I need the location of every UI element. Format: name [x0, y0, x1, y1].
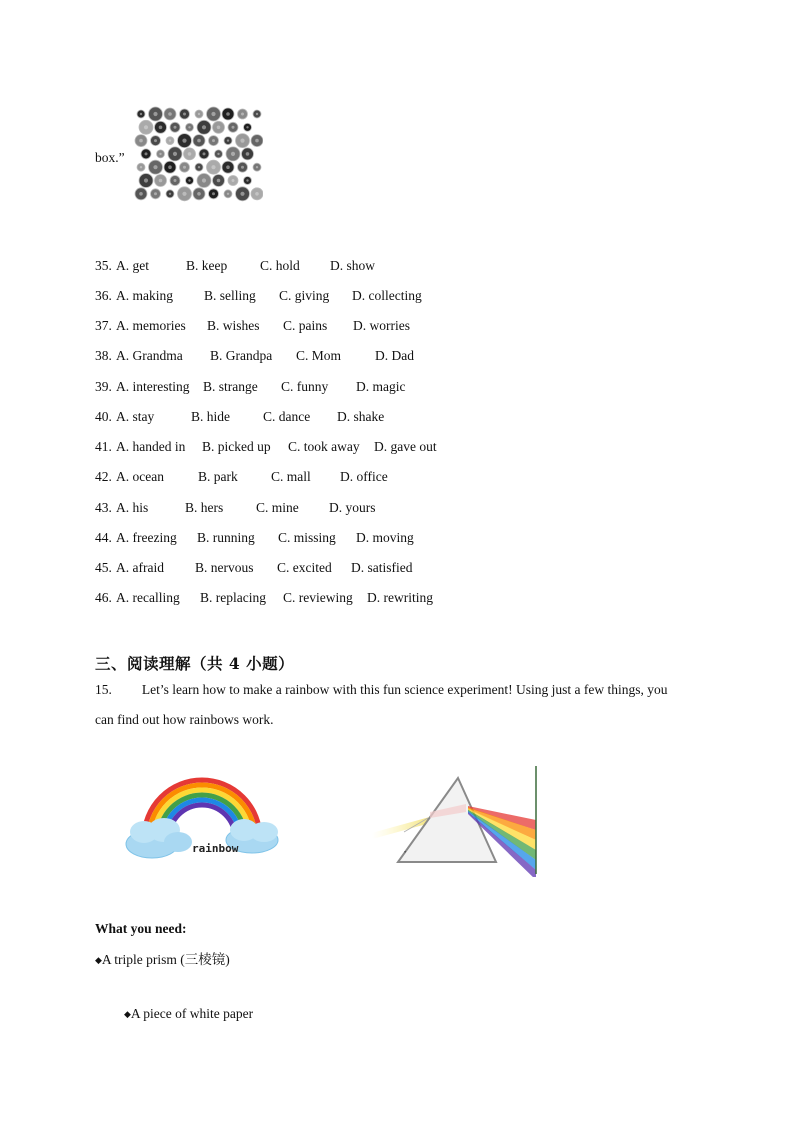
answer-option: A. memories [116, 318, 186, 333]
button-hole [197, 139, 201, 143]
answer-option: D. shake [337, 409, 385, 424]
prism-diagram [368, 762, 543, 877]
button-hole [198, 113, 200, 115]
answer-option: B. strange [203, 379, 258, 394]
answer-option: A. freezing [116, 530, 177, 545]
cloud-left [126, 818, 192, 858]
needs-title: What you need: [95, 921, 187, 936]
need-item-prism [95, 952, 230, 968]
answer-option: D. satisfied [351, 560, 413, 575]
button-hole [217, 179, 221, 183]
answer-option: A. afraid [116, 560, 164, 575]
question-number: 38. [95, 348, 112, 363]
button-hole [183, 166, 186, 169]
button-hole [144, 125, 148, 129]
button-hole [227, 139, 229, 141]
answer-option: B. keep [186, 258, 228, 273]
buttons-photo [133, 106, 263, 202]
button-hole [256, 166, 258, 168]
button-hole [154, 139, 157, 142]
button-hole [168, 165, 172, 169]
answer-option: C. dance [263, 409, 311, 424]
answer-option: D. Dad [375, 348, 414, 363]
button-hole [212, 192, 215, 195]
button-hole [217, 126, 221, 130]
intro-tail-text: box.” [95, 150, 125, 165]
button-hole [145, 152, 148, 155]
need-item-text: A triple prism (三棱镜) [101, 952, 230, 967]
answer-option: C. mine [256, 500, 299, 515]
answer-option: D. magic [356, 379, 406, 394]
button-hole [140, 113, 142, 115]
button-hole [198, 166, 200, 168]
answer-option: A. ocean [116, 469, 164, 484]
button-hole [246, 152, 250, 156]
question-number: 39. [95, 379, 112, 394]
question-number: 46. [95, 590, 112, 605]
answer-option: B. hers [185, 500, 224, 515]
button-hole [168, 112, 172, 116]
passage-line-1: Let’s learn how to make a rainbow with this fun science experiment! Using just a few things, you [141, 682, 668, 697]
question-number: 37. [95, 318, 112, 333]
button-hole [231, 152, 235, 156]
answer-option: B. Grandpa [210, 348, 273, 363]
question-number: 36. [95, 288, 112, 303]
answer-option: B. picked up [202, 439, 271, 454]
question-number: 41. [95, 439, 112, 454]
rainbow-label: rainbow [192, 842, 239, 855]
answer-option: D. office [340, 469, 388, 484]
answer-option: B. park [198, 469, 238, 484]
button-hole [212, 139, 215, 142]
answer-option: B. running [197, 530, 255, 545]
answer-option: C. excited [277, 560, 332, 575]
answer-option: B. replacing [200, 590, 266, 605]
bullet-icon: ◆ [124, 1009, 131, 1019]
answer-option: A. making [116, 288, 173, 303]
answer-option: C. mall [271, 469, 311, 484]
button-hole [240, 139, 244, 143]
button-hole [197, 192, 201, 196]
answer-option: C. hold [260, 258, 300, 273]
answer-option: D. moving [356, 530, 414, 545]
answer-option: B. nervous [195, 560, 254, 575]
question-number: 42. [95, 469, 112, 484]
button-hole [173, 152, 177, 156]
answer-option: A. get [116, 258, 149, 273]
answer-option: D. yours [329, 500, 376, 515]
answer-option: D. gave out [374, 439, 437, 454]
button-hole [188, 126, 190, 128]
answer-option: B. hide [191, 409, 230, 424]
button-hole [182, 139, 186, 143]
need-item-text: A piece of white paper [130, 1006, 254, 1021]
button-hole [203, 152, 206, 155]
prism-dot-mark: • [404, 850, 407, 856]
answer-option: C. pains [283, 318, 328, 333]
button-hole [188, 179, 190, 181]
answer-option: A. recalling [116, 590, 180, 605]
button-hole [211, 112, 215, 116]
question-number: 43. [95, 500, 112, 515]
question-number: 44. [95, 530, 112, 545]
button-hole [256, 113, 258, 115]
button-hole [153, 112, 157, 116]
button-hole [246, 126, 248, 128]
button-hole [246, 179, 248, 181]
answer-option: C. took away [288, 439, 360, 454]
answer-option: A. Grandma [116, 348, 183, 363]
passage-line-2: can find out how rainbows work. [95, 712, 274, 727]
button-hole [217, 153, 219, 155]
bullet-icon: ◆ [95, 955, 102, 965]
passage-number: 15. [95, 682, 112, 697]
answer-option: C. reviewing [283, 590, 353, 605]
answer-option: A. interesting [116, 379, 190, 394]
button-hole [183, 113, 186, 116]
button-hole [153, 165, 157, 169]
question-number: 45. [95, 560, 112, 575]
question-number: 40. [95, 409, 112, 424]
button-hole [174, 179, 177, 182]
answer-option: D. rewriting [367, 590, 433, 605]
button-hole [202, 125, 206, 129]
passage [95, 675, 715, 735]
button-hole [232, 179, 235, 182]
button-hole [174, 126, 177, 129]
button-hole [232, 126, 235, 129]
button-hole [226, 112, 230, 116]
button-hole [159, 153, 161, 155]
button-hole [188, 152, 192, 156]
button-hole [159, 126, 163, 130]
answer-option: A. stay [116, 409, 155, 424]
answer-option: A. his [116, 500, 149, 515]
answer-option: C. funny [281, 379, 329, 394]
answer-option: B. selling [204, 288, 256, 303]
button-hole [202, 178, 206, 182]
button-hole [211, 165, 215, 169]
answer-option: C. missing [278, 530, 336, 545]
button-hole [182, 192, 186, 196]
answer-option: B. wishes [207, 318, 260, 333]
section-heading: 三、阅读理解（共 4 小题） [95, 654, 295, 673]
answer-option: A. handed in [116, 439, 186, 454]
answer-option: D. collecting [352, 288, 422, 303]
button-hole [241, 166, 244, 169]
button-hole [169, 193, 171, 195]
button-hole [159, 179, 163, 183]
button-hole [255, 192, 259, 196]
question-number: 35. [95, 258, 112, 273]
button-hole [139, 192, 143, 196]
button-hole [154, 192, 157, 195]
button-hole [226, 165, 230, 169]
need-item-paper [124, 1006, 253, 1022]
button-hole [140, 166, 142, 168]
rainbow-image [122, 772, 284, 868]
button-hole [144, 178, 148, 182]
answer-option: D. show [330, 258, 376, 273]
button-hole [139, 139, 143, 143]
answer-option: D. worries [353, 318, 410, 333]
button-hole [241, 113, 244, 116]
button-hole [227, 193, 229, 195]
button-hole [240, 192, 244, 196]
answer-option: C. giving [279, 288, 330, 303]
button-hole [255, 139, 259, 143]
button-hole [169, 139, 171, 141]
answer-option: C. Mom [296, 348, 342, 363]
